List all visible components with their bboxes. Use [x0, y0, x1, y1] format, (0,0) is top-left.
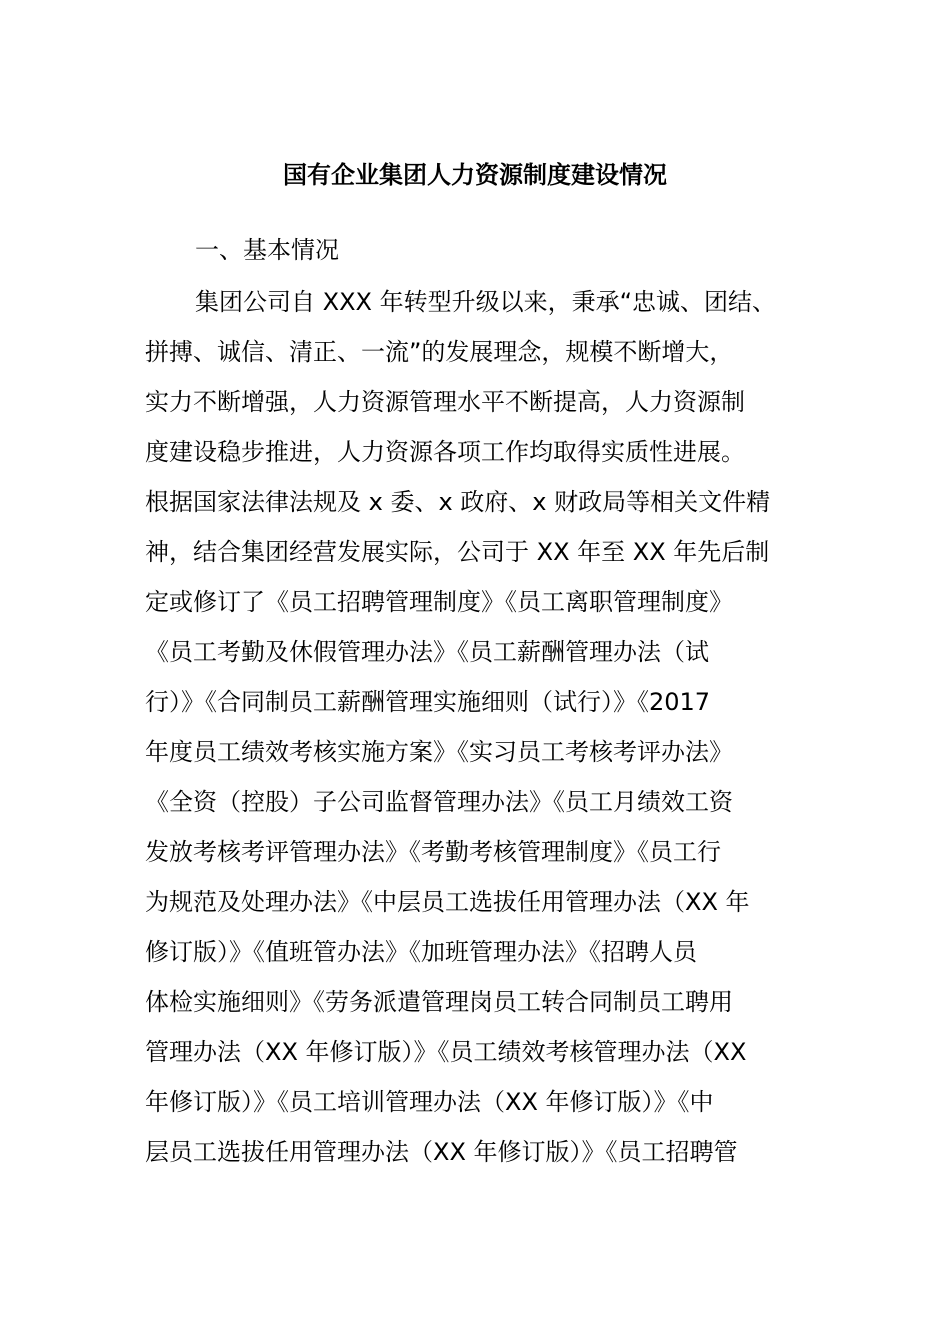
paragraph-line: 管理办法（XX 年修订版）》《员工绩效考核管理办法（XX — [145, 1038, 747, 1066]
paragraph-line: 《全资（控股）子公司监督管理办法》《员工月绩效工资 — [145, 788, 733, 816]
paragraph-line: 行）》《合同制员工薪酬管理实施细则（试行）》《2017 — [145, 688, 711, 716]
paragraph-line: 层员工选拔任用管理办法（XX 年修订版）》《员工招聘管 — [145, 1138, 738, 1166]
paragraph-line: 度建设稳步推进，人力资源各项工作均取得实质性进展。 — [145, 438, 745, 466]
paragraph-line: 实力不断增强，人力资源管理水平不断提高，人力资源制 — [145, 388, 745, 416]
paragraph-line: 神，结合集团经营发展实际，公司于 XX 年至 XX 年先后制 — [145, 538, 770, 566]
paragraph-line: 发放考核考评管理办法》《考勤考核管理制度》《员工行 — [145, 838, 721, 866]
paragraph-line: 定或修订了《员工招聘管理制度》《员工离职管理制度》 — [145, 588, 733, 616]
paragraph-line: 拼搏、诚信、清正、一流”的发展理念，规模不断增大， — [145, 338, 734, 366]
paragraph-line: 修订版）》《值班管办法》《加班管理办法》《招聘人员 — [145, 938, 697, 966]
paragraph-line: 年度员工绩效考核实施方案》《实习员工考核考评办法》 — [145, 738, 733, 766]
paragraph-line: 集团公司自 XXX 年转型升级以来，秉承“忠诚、团结、 — [195, 288, 777, 316]
body-paragraph — [145, 280, 815, 1180]
paragraph-line: 年修订版）》《员工培训管理办法（XX 年修订版）》《中 — [145, 1088, 714, 1116]
section-heading: 一、基本情况 — [195, 236, 339, 264]
document-title: 国有企业集团人力资源制度建设情况 — [283, 161, 667, 189]
paragraph-line: 为规范及处理办法》《中层员工选拔任用管理办法（XX 年 — [145, 888, 750, 916]
paragraph-line: 根据国家法律法规及 x 委、x 政府、x 财政局等相关文件精 — [145, 488, 771, 516]
paragraph-line: 体检实施细则》《劳务派遣管理岗员工转合同制员工聘用 — [145, 988, 733, 1016]
paragraph-line: 《员工考勤及休假管理办法》《员工薪酬管理办法（试 — [145, 638, 709, 666]
